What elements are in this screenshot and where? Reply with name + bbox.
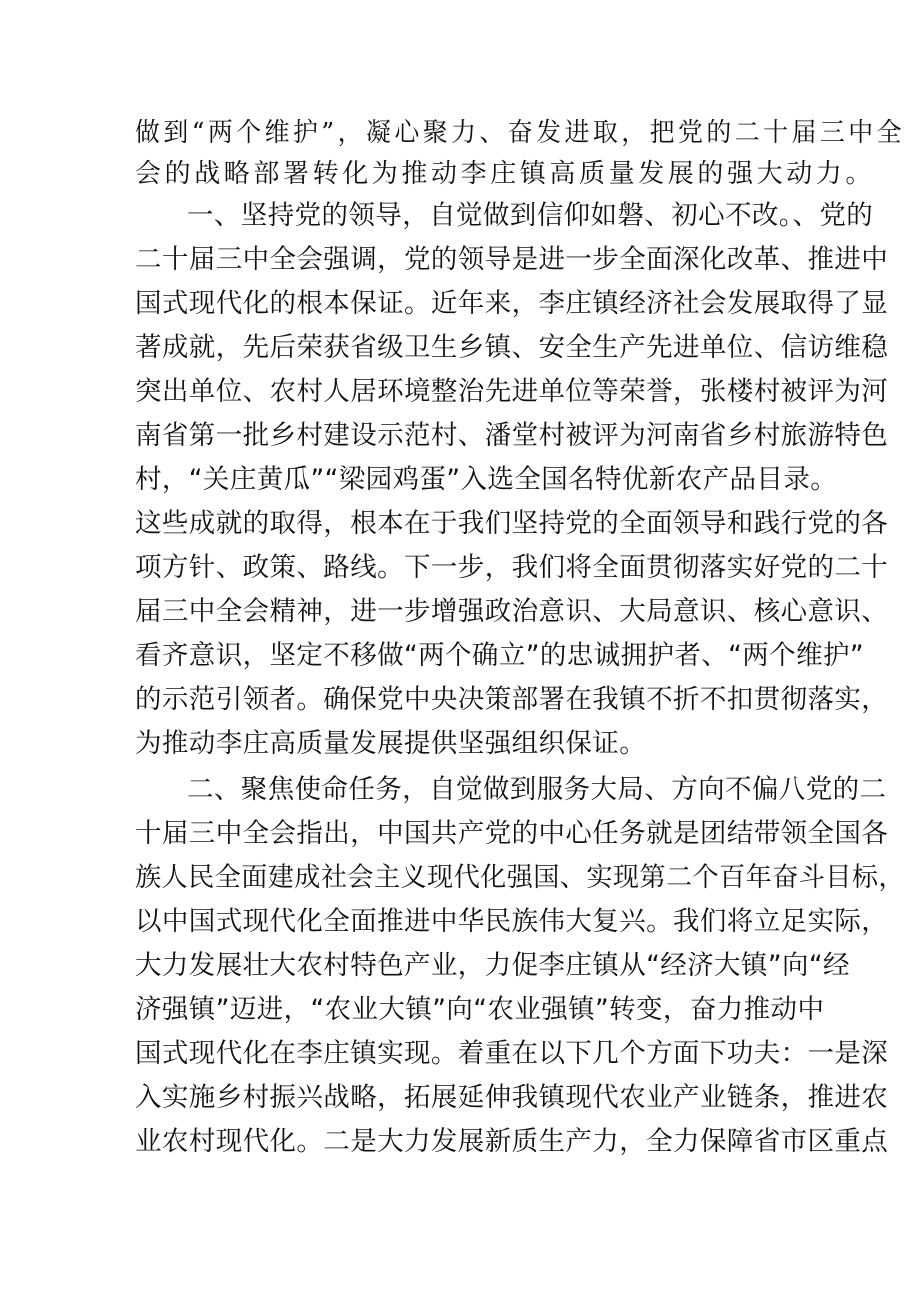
section2-line-5: 大力发展壮大农村特色产业，力促李庄镇从“经济大镇”向“经 [135,950,850,981]
section1-line-6: 南省第一批乡村建设示范村、潘堂村被评为河南省乡村旅游特色 [135,420,889,451]
intro-line-1: 做到“两个维护”，凝心聚力、奋发进取，把党的二十届三中全 [135,118,905,148]
intro-line-2: 会的战略部署转化为推动李庄镇高质量发展的强大动力。 [135,159,876,189]
section2-line-9: 业农村现代化。二是大力发展新质生产力，全力保障省市区重点 [135,1126,889,1157]
section1-line-13: 为推动李庄高质量发展提供坚强组织保证。 [135,728,647,759]
section1-line-7: 村，“关庄黄瓜”“梁园鸡蛋”入选全国名特优新农产品目录。 [135,464,838,495]
section1-line-12: 的示范引领者。确保党中央决策部署在我镇不折不扣贯彻落实， [135,684,889,715]
section1-line-2: 二十届三中全会强调，党的领导是进一步全面深化改革、推进中 [135,244,889,275]
section1-line-4: 著成就，先后荣获省级卫生乡镇、安全生产先进单位、信访维稳 [135,332,889,363]
section2-line-3: 族人民全面建成社会主义现代化强国、实现第二个百年奋斗目标， [135,862,905,893]
section2-line-1: 二、聚焦使命任务，自觉做到服务大局、方向不偏八党的二 [187,774,887,805]
section2-line-2: 十届三中全会指出，中国共产党的中心任务就是团结带领全国各 [135,818,889,849]
section1-line-1: 一、坚持党的领导，自觉做到信仰如磐、初心不改。、党的 [187,200,874,231]
section1-line-9: 项方针、政策、路线。下一步，我们将全面贯彻落实好党的二十 [135,552,889,583]
section2-line-6: 济强镇”迈进，“农业大镇”向“农业强镇”转变，奋力推动中 [135,994,825,1025]
section1-line-11: 看齐意识，坚定不移做“两个确立”的忠诚拥护者、“两个维护” [135,640,865,671]
section2-line-8: 入实施乡村振兴战略，拓展延伸我镇现代农业产业链条，推进农 [135,1082,889,1113]
section1-line-5: 突出单位、农村人居环境整治先进单位等荣誉，张楼村被评为河 [135,376,889,407]
section1-line-10: 届三中全会精神，进一步增强政治意识、大局意识、核心意识、 [135,596,889,627]
section1-line-8: 这些成就的取得，根本在于我们坚持党的全面领导和践行党的各 [135,508,889,539]
section2-line-7: 国式现代化在李庄镇实现。着重在以下几个方面下功夫：一是深 [135,1038,889,1069]
section1-line-3: 国式现代化的根本保证。近年来，李庄镇经济社会发展取得了显 [135,288,889,319]
section2-line-4: 以中国式现代化全面推进中华民族伟大复兴。我们将立足实际， [135,906,889,937]
